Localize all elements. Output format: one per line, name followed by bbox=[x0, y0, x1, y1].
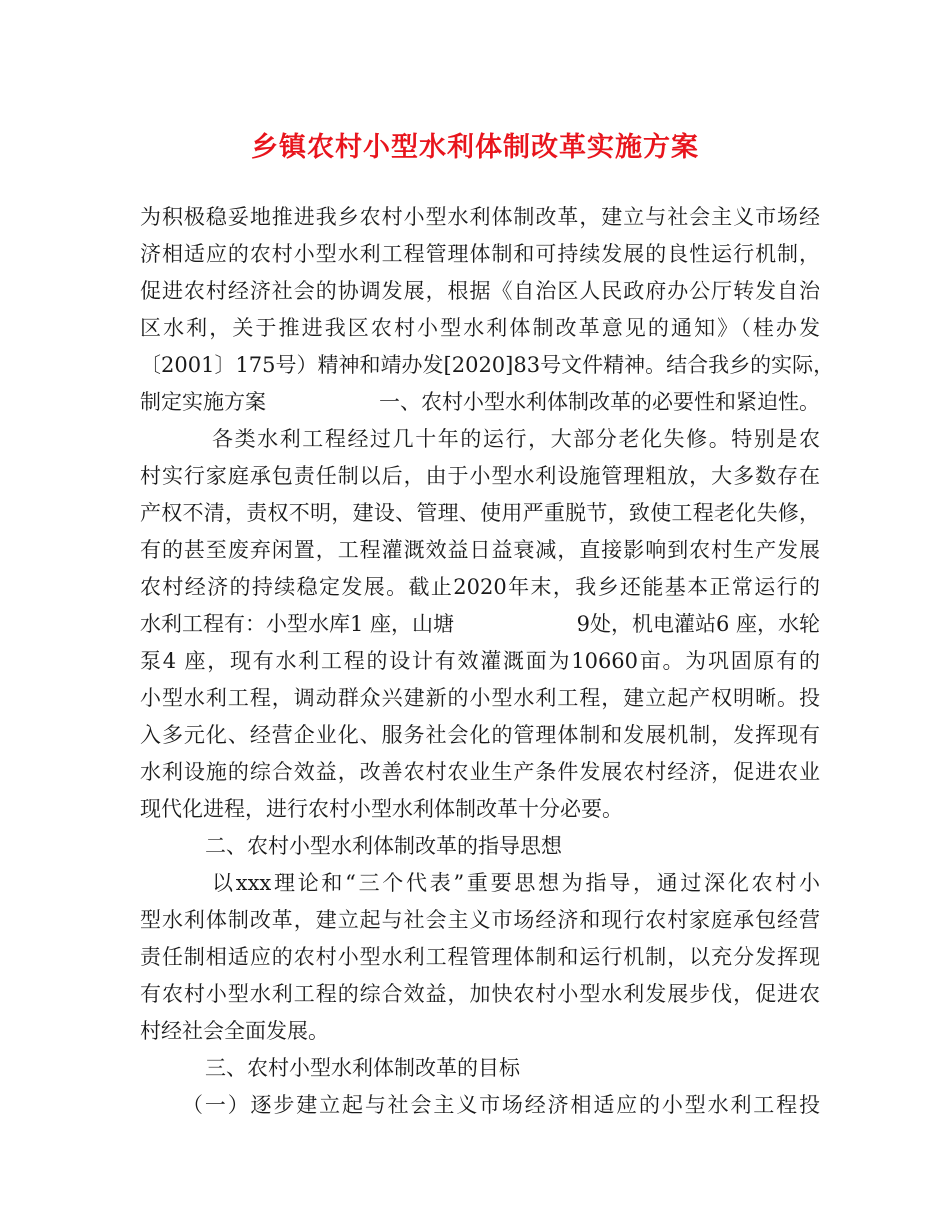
paragraph-line: 泵4 座，现有水利工程的设计有效灌溉面为10660亩。为巩固原有的 bbox=[140, 649, 820, 673]
paragraph-line: 责任制相适应的农村小型水利工程管理体制和运行机制，以充分发挥现 bbox=[140, 945, 820, 969]
paragraph-line bbox=[140, 606, 820, 642]
paragraph-line: 各类水利工程经过几十年的运行，大部分老化失修。特别是农 bbox=[212, 427, 820, 451]
paragraph-line: 有农村小型水利工程的综合效益，加快农村小型水利发展步伐，促进农 bbox=[140, 982, 820, 1006]
section-heading: 一、农村小型水利体制改革的必要性和紧迫性。 bbox=[379, 390, 820, 414]
paragraph-line: 小型水利工程，调动群众兴建新的小型水利工程，建立起产权明晰。投 bbox=[140, 686, 820, 710]
paragraph-line: 济相适应的农村小型水利工程管理体制和可持续发展的良性运行机制， bbox=[140, 242, 820, 266]
paragraph-line: 入多元化、经营企业化、服务社会化的管理体制和发展机制，发挥现有 bbox=[140, 723, 820, 747]
paragraph-line: 村实行家庭承包责任制以后，由于小型水利设施管理粗放，大多数存在 bbox=[140, 464, 820, 488]
paragraph-line: 为积极稳妥地推进我乡农村小型水利体制改革，建立与社会主义市场经 bbox=[140, 205, 820, 229]
paragraph-line: 促进农村经济社会的协调发展，根据《自治区人民政府办公厅转发自治 bbox=[140, 279, 820, 303]
section-heading: 三、农村小型水利体制改革的目标 bbox=[205, 1056, 520, 1080]
paragraph-line: 村经社会全面发展。 bbox=[140, 1019, 329, 1043]
paragraph-line: 有的甚至废弃闲置，工程灌溉效益日益衰减，直接影响到农村生产发展 bbox=[140, 538, 820, 562]
paragraph-fragment: 制定实施方案 bbox=[140, 390, 266, 414]
paragraph-fragment: 水利工程有：小型水库1 座，山塘 bbox=[140, 612, 455, 636]
paragraph-line: 现代化进程，进行农村小型水利体制改革十分必要。 bbox=[140, 797, 623, 821]
paragraph-line: 以xxx理论和“三个代表”重要思想为指导，通过深化农村小 bbox=[212, 871, 820, 895]
section-heading: 二、农村小型水利体制改革的指导思想 bbox=[205, 834, 562, 858]
paragraph-line: 农村经济的持续稳定发展。截止2020年末，我乡还能基本正常运行的 bbox=[140, 575, 820, 599]
subsection-line: （一）逐步建立起与社会主义市场经济相适应的小型水利工程投 bbox=[182, 1093, 820, 1117]
paragraph-line: 型水利体制改革，建立起与社会主义市场经济和现行农村家庭承包经营 bbox=[140, 908, 820, 932]
paragraph-line: 产权不清，责权不明，建设、管理、使用严重脱节，致使工程老化失修， bbox=[140, 501, 820, 525]
paragraph-line bbox=[140, 384, 820, 420]
paragraph-line: 水利设施的综合效益，改善农村农业生产条件发展农村经济，促进农业 bbox=[140, 760, 820, 784]
paragraph-fragment: 9处，机电灌站6 座，水轮 bbox=[576, 612, 820, 636]
document-title: 乡镇农村小型水利体制改革实施方案 bbox=[251, 132, 699, 163]
paragraph-line: 〔2001〕175号）精神和靖办发[2020]83号文件精神。结合我乡的实际， bbox=[140, 353, 835, 377]
paragraph-line: 区水利，关于推进我区农村小型水利体制改革意见的通知》（桂办发 bbox=[140, 316, 820, 340]
